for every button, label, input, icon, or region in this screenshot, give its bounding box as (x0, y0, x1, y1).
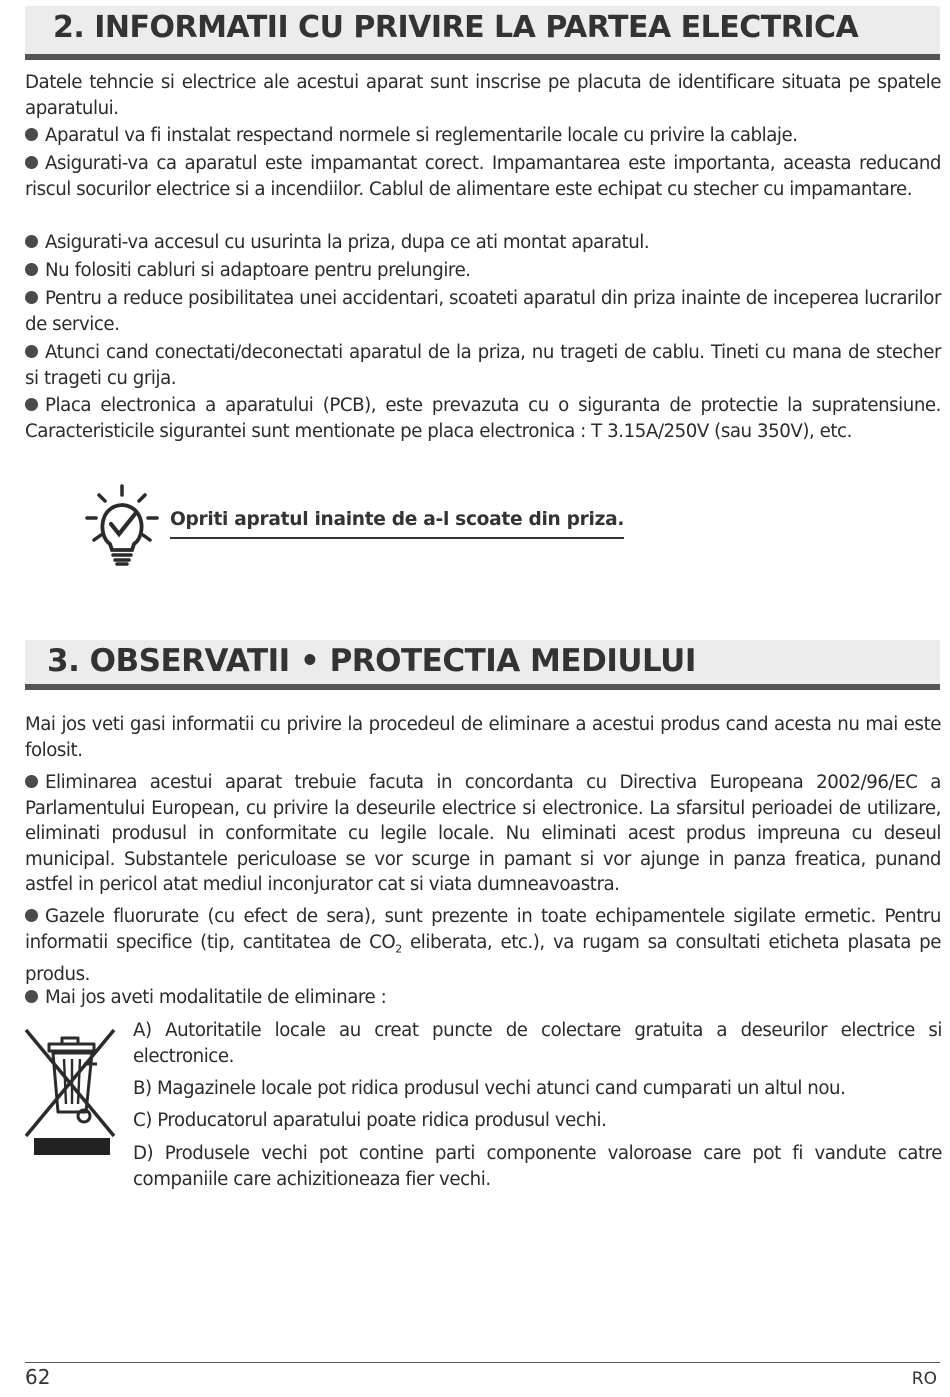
list-item: Atunci cand conectati/deconectati aparatul de la priza, nu trageti de cablu. Tineti cu mana de stecher si trageti cu grija. (25, 342, 941, 389)
section-3-title: 3. OBSERVATII • PROTECTIA MEDIULUI (47, 643, 696, 679)
list-item: Gazele fluorurate (cu efect de sera), sunt prezente in toate echipamentele sigilate ermetic. Pentru informatii specifice (tip, cantitatea de $CO_2$ eliberata, etc.), va rugam sa consultati eticheta plasata pe produs. (25, 906, 941, 985)
section-3-intro: Mai jos veti gasi informatii cu privire la procedeul de eliminare a acestui produs cand acesta nu mai este folosit. (25, 714, 941, 761)
list-item: Aparatul va fi instalat respectand normele si reglementarile locale cu privire la cablaje. (25, 123, 941, 149)
list-item: B) Magazinele locale pot ridica produsul vechi atunci cand cumparati un altul nou. (133, 1078, 846, 1099)
list-item: Nu folositi cabluri si adaptoare pentru prelungire. (25, 258, 941, 284)
warning-note: Opriti apratul inainte de a-l scoate din priza. (170, 507, 624, 539)
list-item: Pentru a reduce posibilitatea unei accidentari, scoateti aparatul din priza inainte de inceperea lucrarilor de service. (25, 288, 941, 335)
section-2-intro: Datele tehncie si electrice ale acestui aparat sunt inscrise pe placuta de identificare situata pe spatele aparatului. (25, 72, 941, 119)
lightbulb-check-icon (82, 484, 162, 566)
bullet-icon (25, 990, 38, 1003)
list-item: Asigurati-va accesul cu usurinta la priza, dupa ce ati montat aparatul. (25, 230, 941, 256)
bullet-icon (25, 909, 38, 922)
list-item: Eliminarea acestui aparat trebuie facuta in concordanta cu Directiva Europeana 2002/96/EC a Parlamentului European, cu privire la deseurile electrice si electronice. La sfarsitul perioadei de utilizare, eliminati produsul in conformitate cu legile locale. Nu eliminati acest produs impreuna cu deseul municipal. Substantele periculoase se vor scurge in pamant si vor ajunge in panza freatica, punand astfel in pericol atat mediul inconjurator cat si viata dumneavoastra. (25, 772, 941, 895)
list-item: Mai jos aveti modalitatile de eliminare : (25, 985, 941, 1011)
list-item: Asigurati-va ca aparatul este impamantat corect. Impamantarea este importanta, aceasta reducand riscul socurilor electrice si a incendiilor. Cablul de alimentare este echipat cu stecher cu impamantare. (25, 153, 941, 200)
bullet-icon (25, 291, 38, 304)
footer-divider (25, 1362, 940, 1363)
list-item: D) Produsele vechi pot contine parti componente valoroase care pot fi vandute catre companiile care achizitioneaza fier vechi. (133, 1143, 942, 1190)
section-3-header (25, 640, 940, 690)
list-item: Placa electronica a aparatului (PCB), este prevazuta cu o siguranta de protectie la supratensiune. Caracteristicile sigurantei sunt mentionate pe placa electronica : T 3.15A/250V (sau 350V), etc. (25, 395, 941, 442)
bullet-icon (25, 345, 38, 358)
bullet-icon (25, 235, 38, 248)
list-item: A) Autoritatile locale au creat puncte de colectare gratuita a deseurilor electrice si electronice. (133, 1020, 942, 1067)
section-2-title: 2. INFORMATII CU PRIVIRE LA PARTEA ELECTRICA (53, 10, 859, 45)
section-2-header (25, 6, 940, 60)
language-code: RO (911, 1369, 937, 1389)
bullet-icon (25, 263, 38, 276)
list-item: C) Producatorul aparatului poate ridica produsul vechi. (133, 1110, 607, 1131)
bullet-icon (25, 128, 38, 141)
bullet-icon (25, 156, 38, 169)
crossed-out-wheelie-bin-icon (22, 1024, 118, 1158)
bullet-icon (25, 775, 38, 788)
bullet-icon (25, 398, 38, 411)
page-number: 62 (25, 1365, 51, 1389)
